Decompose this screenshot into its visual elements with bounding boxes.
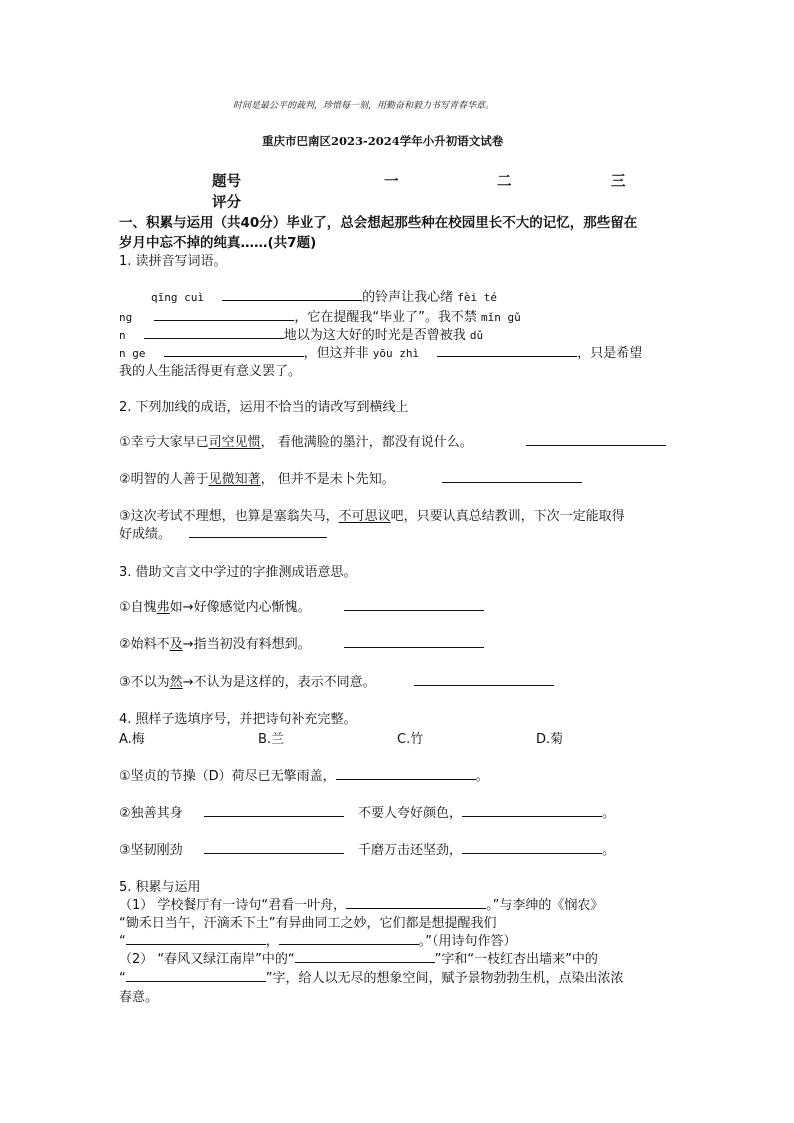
score-table-col-2: 二	[497, 174, 512, 190]
answer-blank[interactable]	[462, 840, 602, 854]
q4-item-1	[119, 765, 489, 784]
motto: 时间是最公平的裁判，珍惜每一刻，用勤奋和毅力书写青春华章。	[233, 101, 495, 111]
q4-text: 。	[602, 843, 616, 858]
q4-item-2-label: ②独善其身	[119, 806, 183, 821]
q5-text: “	[119, 971, 126, 986]
pinyin: yōu zhì	[372, 347, 420, 360]
q5-line-4	[119, 948, 598, 967]
answer-blank[interactable]	[164, 343, 304, 357]
q5-text: ，	[265, 934, 279, 949]
q3-title: 3. 借助文言文中学过的字推测成语意思。	[119, 565, 357, 580]
score-table-score-label: 评分	[212, 195, 241, 211]
answer-blank[interactable]	[462, 803, 602, 817]
q2-item-1	[119, 431, 473, 450]
q4-answer-blank-3a[interactable]	[204, 840, 344, 854]
q1-title: 1. 读拼音写词语。	[119, 254, 227, 269]
section-1-heading: 一、积累与运用（共40分）毕业了，总会想起那些种在校园里长不大的记忆，那些留在	[119, 215, 638, 231]
q5-text: （2） “春风又绿江南岸”中的“	[119, 952, 295, 967]
q5-line-1	[119, 894, 603, 913]
underlined-char: 及	[169, 637, 183, 652]
pinyin: qīng cuì	[151, 291, 204, 304]
answer-blank[interactable]	[336, 766, 476, 780]
underlined-idiom: 不可思议	[338, 509, 391, 524]
q4-title: 4. 照样子选填序号，并把诗句补充完整。	[119, 712, 357, 727]
pinyin: n	[119, 329, 126, 342]
q4-item-3-verse	[358, 839, 615, 858]
answer-blank[interactable]	[295, 949, 435, 963]
q5-text: 。”与李绅的《悯农》	[486, 898, 604, 913]
q4-option-b: B.兰	[258, 732, 285, 747]
answer-blank[interactable]	[154, 307, 294, 321]
q1-line-5: 我的人生能活得更有意义罢了。	[119, 364, 302, 379]
answer-blank[interactable]	[144, 325, 284, 339]
q3-text: ②始料不	[119, 637, 170, 652]
q2-text: 吧，只要认真总结教训，下次一定能取得	[390, 509, 625, 524]
q1-line-4	[119, 342, 642, 361]
q3-text: ③不以为	[119, 675, 170, 690]
pinyin: dǔ	[469, 329, 484, 342]
q4-option-a: A.梅	[119, 732, 145, 747]
q3-text: →不认为是这样的，表示不同意。	[182, 675, 376, 690]
q5-line-2: “锄禾日当午，汗滴禾下土”有异曲同工之妙，它们都是想提醒我们	[119, 916, 497, 931]
q1-line-3	[119, 324, 483, 343]
pinyin: n ge	[119, 347, 146, 360]
q2-answer-blank-1[interactable]	[526, 432, 666, 446]
q1-text: ，它在提醒我“毕业了”。我不禁	[294, 310, 477, 325]
answer-blank[interactable]	[279, 931, 419, 945]
pinyin: mǐn gǔ	[481, 311, 521, 324]
underlined-idiom: 司空见惯	[208, 435, 261, 450]
q1-text: ，只是希望	[577, 346, 643, 361]
q4-text: ①坚贞的节操（D）荷尽已无擎雨盖，	[119, 769, 336, 784]
q2-item-3-cont	[119, 523, 327, 542]
q4-text: 。	[602, 806, 616, 821]
q2-answer-blank-3[interactable]	[189, 524, 327, 538]
q5-text: 。”（用诗句作答）	[418, 934, 517, 949]
q4-item-3-label: ③坚韧刚劲	[119, 843, 183, 858]
q4-text: 。	[475, 769, 489, 784]
q4-text: 千磨万击还坚劲，	[358, 843, 463, 858]
q4-option-d: D.菊	[536, 732, 564, 747]
q3-text: ①自愧	[119, 600, 157, 615]
page-title: 重庆市巴南区2023-2024学年小升初语文试卷	[262, 134, 504, 148]
q4-option-c: C.竹	[397, 732, 424, 747]
score-table-header-label: 题号	[212, 174, 241, 190]
q5-line-5	[119, 967, 624, 986]
q2-text: ③这次考试不理想，也算是塞翁失马，	[119, 509, 339, 524]
q4-answer-blank-2a[interactable]	[204, 803, 344, 817]
q2-item-2	[119, 468, 395, 487]
q2-text: ②明智的人善于	[119, 472, 209, 487]
q5-text: “	[119, 934, 126, 949]
underlined-char: 弗	[156, 600, 170, 615]
q4-text: 不要人夸好颜色，	[358, 806, 463, 821]
section-1-heading-cont: 岁月中忘不掉的纯真……(共7题)	[119, 235, 317, 251]
q3-item-3	[119, 671, 376, 690]
q1-text: ，但这并非	[303, 346, 369, 361]
answer-blank[interactable]	[126, 931, 266, 945]
q5-text: ”字和“一枝红杏出墙来”中的	[434, 952, 598, 967]
q2-text: 好成绩。	[119, 527, 172, 542]
answer-blank[interactable]	[346, 895, 486, 909]
q2-text: ①幸亏大家早已	[119, 435, 209, 450]
q2-item-3	[119, 505, 625, 524]
pinyin: ng	[119, 311, 133, 324]
score-table-col-3: 三	[611, 174, 626, 190]
q1-line-2	[119, 306, 521, 325]
q2-answer-blank-2[interactable]	[442, 469, 582, 483]
q1-text: 地以为这大好的时光是否曾被我	[283, 328, 466, 343]
pinyin: fèi té	[457, 291, 498, 304]
q1-text: 的铃声让我心绪	[362, 290, 454, 305]
q3-item-2	[119, 633, 311, 652]
underlined-idiom: 见微知著	[208, 472, 261, 487]
score-table-col-1: 一	[384, 174, 399, 190]
underlined-char: 然	[169, 675, 183, 690]
q2-text: ， 但并不是未卜先知。	[260, 472, 395, 487]
answer-blank[interactable]	[222, 287, 362, 301]
q3-text: →指当初没有料想到。	[182, 637, 311, 652]
q5-line-6: 春意。	[119, 990, 159, 1005]
q1-line-1	[151, 286, 497, 305]
q5-line-3	[119, 930, 517, 949]
q5-text: （1） 学校餐厅有一诗句“君看一叶舟，	[119, 898, 347, 913]
q2-title: 2. 下列加线的成语，运用不恰当的请改写到横线上	[119, 400, 409, 415]
q3-item-1	[119, 596, 311, 615]
q2-text: ， 看他满脸的墨汁，都没有说什么。	[260, 435, 473, 450]
q3-text: 如→好像感觉内心惭愧。	[169, 600, 311, 615]
q3-answer-blank-1[interactable]	[344, 597, 484, 611]
answer-blank[interactable]	[126, 968, 266, 982]
answer-blank[interactable]	[437, 343, 577, 357]
q3-answer-blank-2[interactable]	[344, 634, 484, 648]
q4-item-2-verse	[358, 802, 615, 821]
q5-text: ”字，给人以无尽的想象空间，赋予景物勃勃生机，点染出浓浓	[265, 971, 624, 986]
q3-answer-blank-3[interactable]	[414, 672, 554, 686]
q5-title: 5. 积累与运用	[119, 880, 201, 895]
